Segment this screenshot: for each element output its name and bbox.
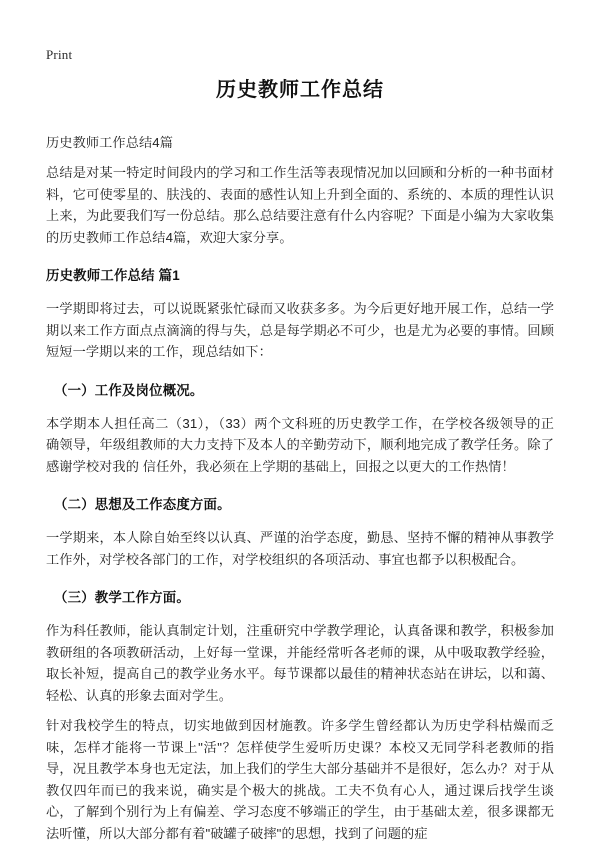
page-title: 历史教师工作总结 bbox=[216, 79, 384, 101]
section-body-3: 作为科任教师，能认真制定计划，注重研究中学教学理论，认真备课和教学，积极参加教研组的各项教研活动，上好每一堂课，并能经常听各老师的课，从中吸取教学经验，取长补短，提高自己的教学业务水平。每节课都以最佳的精神状态站在讲坛，以和蔼、轻松、认真的形象去面对学生。 bbox=[46, 623, 554, 703]
document-subtitle: 历史教师工作总结4篇 bbox=[46, 135, 174, 150]
article-heading: 历史教师工作总结 篇1 bbox=[46, 268, 180, 283]
section-heading-1: （一）工作及岗位概况。 bbox=[54, 382, 204, 398]
article-intro-paragraph: 一学期即将过去，可以说既紧张忙碌而又收获多多。为今后更好地开展工作，总结一学期以来工作方面点点滴滴的得与失，总是每学期必不可少，也是尤为必要的事情。回顾短短一学期以来的工作，现总结如下： bbox=[46, 301, 554, 359]
section-heading-3: （三）教学工作方面。 bbox=[54, 590, 190, 605]
section-body-1: 本学期本人担任高二（31），（33）两个文科班的历史教学工作，在学校各级领导的正确领导，年级组教师的大力支持下及本人的辛勤劳动下，顺利地完成了教学任务。除了感谢学校对我的 信任外，我必须在上学期的基础上，回报之以更大的工作热情！ bbox=[46, 415, 554, 474]
document-content bbox=[46, 74, 554, 844]
section-heading-2: （二）思想及工作态度方面。 bbox=[54, 497, 231, 512]
section-body-2: 一学期来，本人除自始至终以认真、严谨的治学态度，勤恳、坚持不懈的精神从事教学工作外，对学校各部门的工作，对学校组织的各项活动、事宜也都予以积极配合。 bbox=[46, 530, 554, 567]
print-link[interactable]: Print bbox=[46, 47, 73, 62]
intro-paragraph: 总结是对某一特定时间段内的学习和工作生活等表现情况加以回顾和分析的一种书面材料，它可使零星的、肤浅的、表面的感性认知上升到全面的、系统的、本质的理性认识上来，为此要我们写一份总结。那么总结要注意有什么内容呢？下面是小编为大家收集的历史教师工作总结4篇，欢迎大家分享。 bbox=[46, 165, 554, 245]
closing-paragraph: 针对我校学生的特点，切实地做到因材施教。许多学生曾经都认为历史学科枯燥而乏味，怎样才能将一节课上"活"？怎样使学生爱听历史课？本校又无同学科老教师的指导，况且教学本身也无定法，加上我们的学生大部分基础并不是很好，怎么办？对于从教仅四年而已的我来说，确实是个极大的挑战。工夫不负有心人，通过课后找学生谈心，了解到个别行为上有偏差、学习态度不够端正的学生，由于基础太差，很多课都无法听懂，所以大部分都有着"破罐子破摔"的思想，找到了问题的症 bbox=[46, 718, 554, 841]
